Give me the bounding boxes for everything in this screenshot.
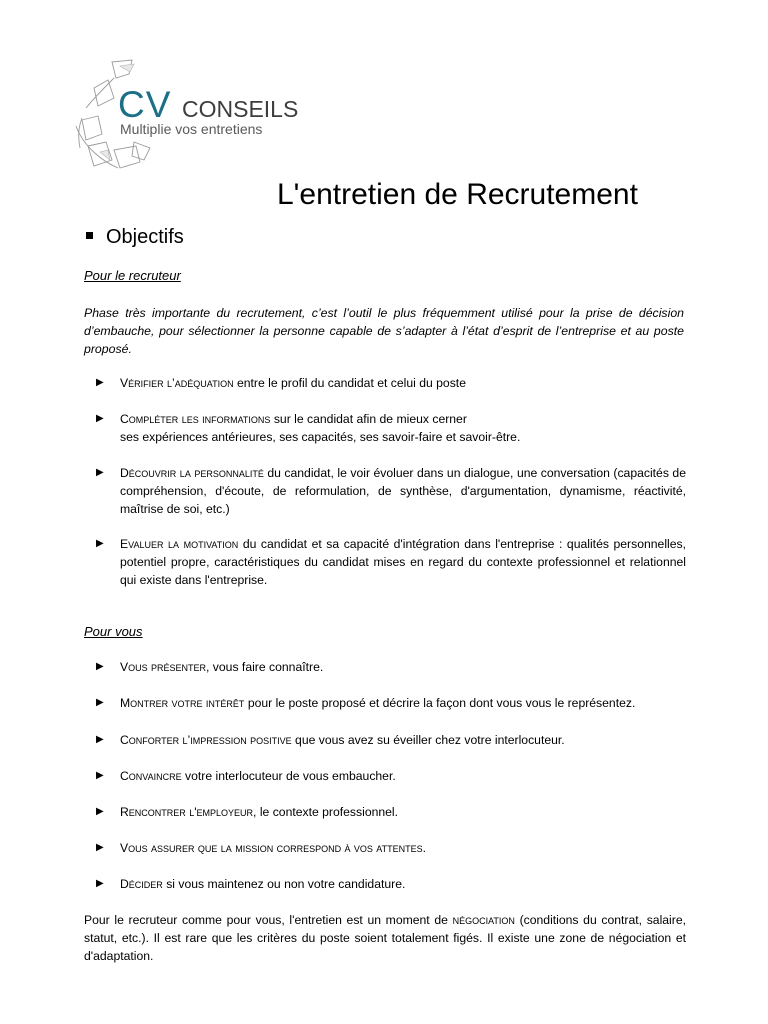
cv-conseils-logo — [74, 58, 304, 173]
list-item — [96, 535, 686, 589]
logo-brand-cv: CV — [118, 84, 172, 125]
item-text: sur le candidat afin de mieux cerner — [270, 412, 467, 426]
list-item — [96, 839, 686, 857]
closing-sc-word: négociation — [452, 913, 515, 927]
subheading-recruteur: Pour le recruteur — [84, 268, 181, 283]
intro-paragraph: Phase très importante du recrutement, c’est l’outil le plus fréquemment utilisé pour la prise de décision d’embauche, pour sélectionner la personne capable de s’adapter à l’état d’esprit de l’entreprise et au poste proposé. — [84, 306, 684, 356]
item-text: que vous avez su éveiller chez votre interlocuteur. — [291, 733, 565, 747]
triangle-bullet-icon: ▶ — [96, 878, 104, 889]
document-title: L'entretien de Recrutement — [277, 178, 638, 211]
list-item — [96, 410, 686, 446]
item-lead: Compléter les informations — [120, 412, 271, 426]
item-lead: Découvrir la personnalité — [120, 466, 264, 480]
list-item — [96, 731, 686, 749]
triangle-bullet-icon: ▶ — [96, 661, 104, 672]
triangle-bullet-icon: ▶ — [96, 467, 104, 478]
closing-text-part2: (conditions du contrat, salaire, statut, etc.). Il est rare que les critères du poste soient totalement figés. Il existe une zone de négociation et d'adaptation. — [84, 913, 686, 963]
item-text: entre le profil du candidat et celui du poste — [233, 376, 466, 390]
triangle-bullet-icon: ▶ — [96, 538, 104, 549]
triangle-bullet-icon: ▶ — [96, 413, 104, 424]
triangle-bullet-icon: ▶ — [96, 842, 104, 853]
logo-tagline: Multiplie vos entretiens — [120, 121, 263, 137]
list-item — [96, 658, 686, 676]
item-lead: Montrer votre intérêt — [120, 696, 245, 710]
triangle-bullet-icon: ▶ — [96, 806, 104, 817]
item-lead: Conforter l’impression positive — [120, 733, 292, 747]
item-text: du candidat, le voir évoluer dans un dialogue, une conversation (capacités de compréhension, d'écoute, de reformulation, de synthèse, d'argumentation, dynamisme, réactivité, maîtrise de soi, etc.) — [120, 466, 686, 516]
item-lead: Vous assurer que la mission correspond à vos attentes. — [120, 841, 426, 855]
list-item — [96, 374, 686, 392]
triangle-bullet-icon: ▶ — [96, 377, 104, 388]
closing-text-part1: Pour le recruteur comme pour vous, l'entretien est un moment de — [84, 913, 453, 927]
closing-paragraph — [84, 911, 686, 965]
item-text: votre interlocuteur de vous embaucher. — [181, 769, 396, 783]
square-bullet-icon — [86, 232, 93, 239]
subheading-vous: Pour vous — [84, 624, 143, 639]
section-heading-label: Objectifs — [106, 226, 184, 248]
list-item — [96, 803, 686, 821]
list-item — [96, 875, 686, 893]
triangle-bullet-icon: ▶ — [96, 770, 104, 781]
item-text: si vous maintenez ou non votre candidature. — [162, 877, 406, 891]
item-text: du candidat et sa capacité d'intégration dans l'entreprise : qualités personnelles, potentiel propre, caractéristiques du candidat mises en regard du contexte professionnel et relationnel qui existe dans l'entreprise. — [120, 537, 686, 587]
item-text-line2: ses expériences antérieures, ses capacités, ses savoir-faire et savoir-être. — [120, 430, 521, 444]
item-lead: Vérifier l’adéquation — [120, 376, 234, 390]
item-lead: Convaincre — [120, 769, 182, 783]
item-text: , le contexte professionnel. — [253, 805, 399, 819]
triangle-bullet-icon: ▶ — [96, 697, 104, 708]
logo-brand-conseils: CONSEILS — [182, 96, 299, 122]
list-item — [96, 694, 686, 712]
item-text: , vous faire connaître. — [206, 660, 324, 674]
item-text: pour le poste proposé et décrire la façon dont vous vous le représentez. — [244, 696, 636, 710]
list-item — [96, 464, 686, 518]
item-lead: Rencontrer l'employeur — [120, 805, 254, 819]
item-lead: Vous présenter — [120, 660, 207, 674]
section-heading-objectifs — [86, 226, 184, 249]
triangle-bullet-icon: ▶ — [96, 734, 104, 745]
item-lead: Décider — [120, 877, 163, 891]
item-lead: Evaluer la motivation — [120, 537, 239, 551]
list-item — [96, 767, 686, 785]
